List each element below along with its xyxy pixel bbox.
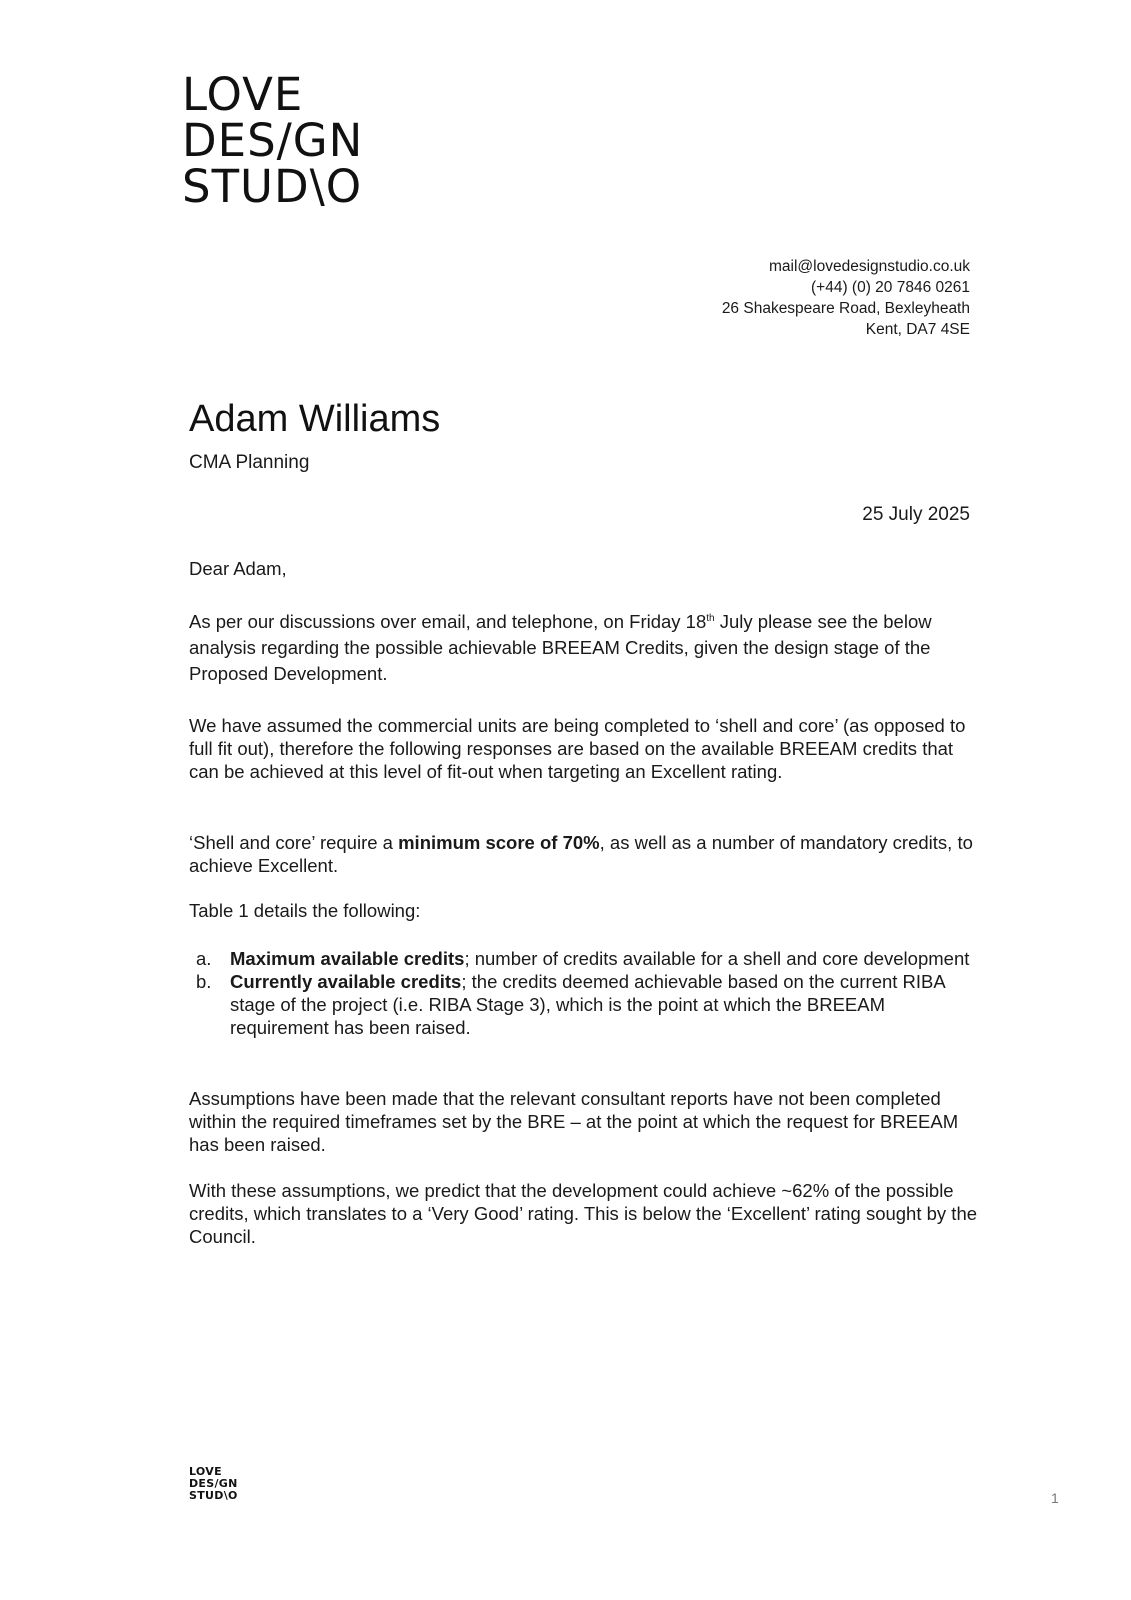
ordinal-suffix: th bbox=[706, 612, 715, 624]
contact-phone: (+44) (0) 20 7846 0261 bbox=[811, 279, 970, 296]
salutation-text: Dear Adam, bbox=[189, 558, 287, 579]
paragraph-3-end: , as well as a number of mandatory credits, to achieve Excellent. bbox=[189, 832, 973, 876]
paragraph-4 bbox=[189, 899, 979, 922]
contact-block bbox=[722, 256, 970, 340]
contact-email: mail@lovedesignstudio.co.uk bbox=[769, 258, 970, 275]
paragraph-1 bbox=[189, 609, 979, 687]
logo-line-1: LOVE bbox=[182, 68, 304, 121]
recipient-organisation: CMA Planning bbox=[189, 452, 310, 473]
logo-line-3: STUD\O bbox=[182, 160, 363, 213]
footer-logo-line-1: LOVE bbox=[189, 1465, 222, 1478]
list-item-term: Currently available credits bbox=[230, 971, 462, 992]
paragraph-5-text: Assumptions have been made that the relevant consultant reports have not been completed within the required timeframes set by the BRE – at the point at which the request for BREEAM has been raised. bbox=[189, 1088, 959, 1155]
list-marker: a. bbox=[196, 948, 212, 969]
paragraph-3-start: ‘Shell and core’ require a bbox=[189, 832, 399, 853]
list-item-description: ; the credits deemed achievable based on the current RIBA stage of the project (i.e. RIBA Stage 3), which is the point at which the BREEAM requirement has been raised. bbox=[230, 971, 945, 1038]
contact-address-line-2: Kent, DA7 4SE bbox=[865, 321, 970, 338]
paragraph-3-emphasis: minimum score of 70% bbox=[398, 832, 600, 853]
list-item-description: ; number of credits available for a shell and core development bbox=[464, 948, 970, 969]
company-logo bbox=[182, 68, 364, 213]
paragraph-1-start: As per our discussions over email, and telephone, on Friday 18 bbox=[189, 611, 707, 632]
credits-list bbox=[189, 947, 979, 1039]
paragraph-2-text: We have assumed the commercial units are being completed to ‘shell and core’ (as opposed to full fit out), therefore the following responses are based on the available BREEAM credits that can be achieved at this level of fit-out when targeting an Excellent rating. bbox=[189, 715, 966, 782]
paragraph-3 bbox=[189, 831, 979, 877]
footer-logo-line-2: DES/GN bbox=[189, 1477, 238, 1490]
list-item bbox=[189, 947, 979, 970]
salutation bbox=[189, 557, 979, 580]
contact-address-line-1: 26 Shakespeare Road, Bexleyheath bbox=[721, 300, 970, 317]
paragraph-6-text: With these assumptions, we predict that the development could achieve ~62% of the possible credits, which translates to a ‘Very Good’ rating. This is below the ‘Excellent’ rating sought by the Council. bbox=[189, 1180, 978, 1247]
logo-line-2: DES/GN bbox=[182, 114, 364, 167]
list-marker: b. bbox=[196, 971, 212, 992]
list-item-term: Maximum available credits bbox=[230, 948, 465, 969]
footer-logo-line-3: STUD\O bbox=[189, 1489, 238, 1502]
paragraph-2 bbox=[189, 714, 979, 783]
page-number: 1 bbox=[1051, 1490, 1059, 1506]
paragraph-4-text: Table 1 details the following: bbox=[189, 900, 421, 921]
recipient-name: Adam Williams bbox=[189, 398, 441, 440]
footer-logo bbox=[189, 1466, 238, 1502]
letter-date: 25 July 2025 bbox=[862, 504, 970, 525]
paragraph-1-end: July please see the below analysis regarding the possible achievable BREEAM Credits, given the design stage of the Proposed Development. bbox=[189, 611, 932, 684]
paragraph-6 bbox=[189, 1179, 979, 1248]
list-item bbox=[189, 970, 979, 1039]
paragraph-5 bbox=[189, 1087, 979, 1156]
